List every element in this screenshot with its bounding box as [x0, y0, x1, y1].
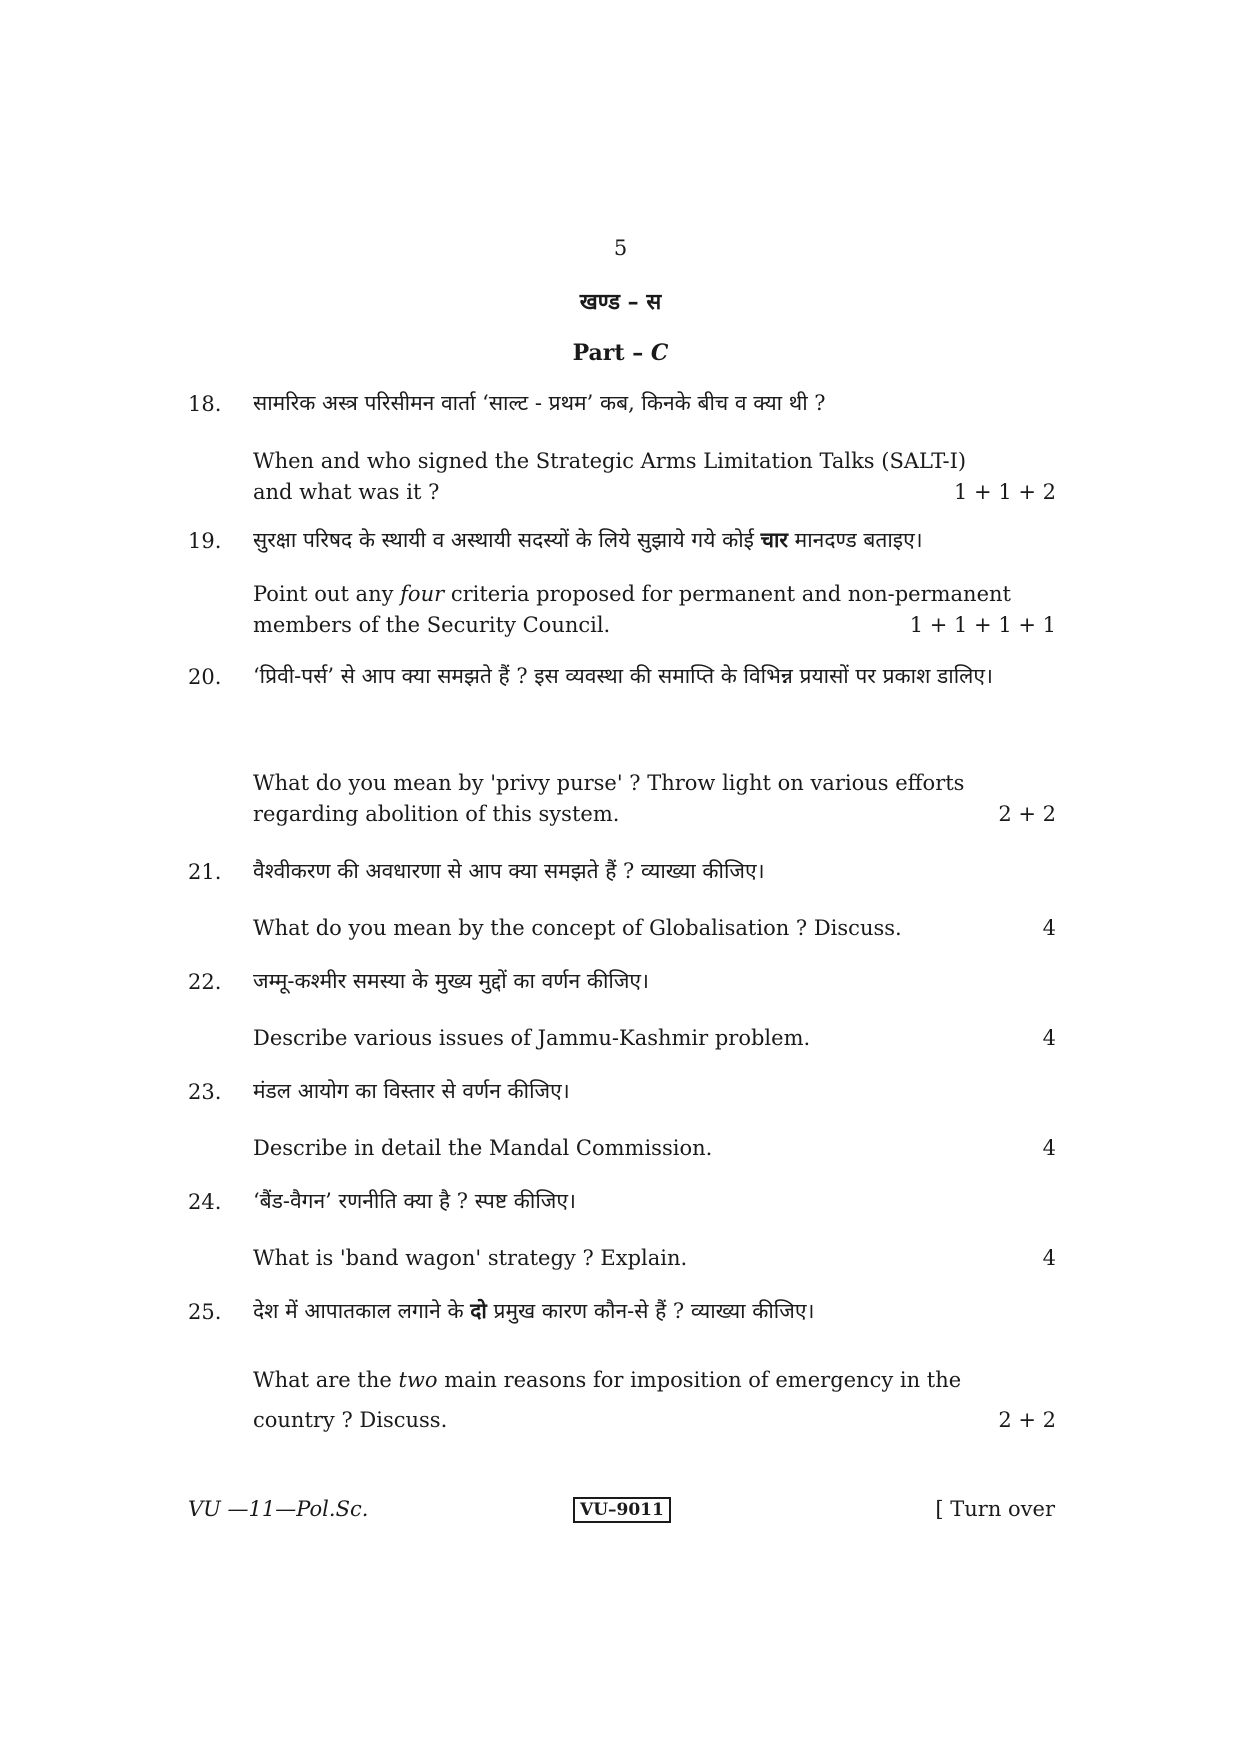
footer-turn-over: [ Turn over: [935, 1497, 1055, 1521]
question-hindi-text: जम्मू-कश्मीर समस्या के मुख्य मुद्दों का वर्णन कीजिए।: [253, 969, 649, 993]
marks: 1 + 1 + 1 + 1: [909, 613, 1056, 637]
hindi-segment: देश में आपातकाल लगाने के: [253, 1299, 471, 1323]
section-prefix: Part –: [572, 340, 651, 366]
question-english-text: [253, 1243, 1056, 1274]
hindi-emphasis: चार: [760, 527, 788, 552]
english-line: When and who signed the Strategic Arms Limitation Talks (SALT-I): [253, 449, 967, 473]
hindi-segment: मानदण्ड बताइए।: [788, 528, 923, 552]
question-number: 24.: [188, 1190, 222, 1214]
section-letter: C: [650, 340, 669, 366]
marks: 1 + 1 + 2: [954, 480, 1056, 504]
english-emphasis: four: [400, 582, 445, 606]
english-line: country ? Discuss.: [253, 1408, 448, 1432]
question-number: 23.: [188, 1080, 222, 1104]
marks: 4: [1042, 1026, 1056, 1050]
english-line: Describe various issues of Jammu-Kashmir problem.: [253, 1026, 811, 1050]
english-line: [253, 1360, 1056, 1400]
hindi-emphasis: दो: [470, 1298, 487, 1323]
marks: 4: [1042, 1246, 1056, 1270]
english-line: Describe in detail the Mandal Commission.: [253, 1136, 713, 1160]
marks: 2 + 2: [998, 1408, 1056, 1432]
section-heading-english: [0, 340, 1241, 366]
hindi-segment: सुरक्षा परिषद के स्थायी व अस्थायी सदस्यों के लिये सुझाये गये कोई: [253, 528, 761, 552]
section-heading-hindi: खण्ड – स: [579, 289, 662, 315]
footer-paper-code: VU —11—Pol.Sc.: [188, 1497, 369, 1521]
question-number: 19.: [188, 529, 222, 553]
english-segment: main reasons for imposition of emergency in the: [437, 1368, 962, 1392]
marks: 4: [1042, 916, 1056, 940]
english-segment: Point out any: [253, 582, 401, 606]
question-english-text: [253, 1360, 1056, 1440]
hindi-segment: प्रमुख कारण कौन-से हैं ? व्याख्या कीजिए।: [486, 1299, 815, 1323]
question-hindi-text: वैश्वीकरण की अवधारणा से आप क्या समझते हैं ? व्याख्या कीजिए।: [253, 859, 765, 883]
question-number: 18.: [188, 392, 222, 416]
question-hindi-text: [253, 1287, 1056, 1335]
question-number: 21.: [188, 860, 222, 884]
marks: 4: [1042, 1136, 1056, 1160]
question-hindi-text: [253, 516, 1056, 564]
english-line: members of the Security Council.: [253, 613, 611, 637]
question-english-text: [253, 1023, 1056, 1054]
question-english-text: [253, 1133, 1056, 1164]
question-number: 25.: [188, 1300, 222, 1324]
english-segment: What are the: [253, 1368, 399, 1392]
english-emphasis: two: [398, 1368, 438, 1392]
question-english-text: [253, 768, 1056, 830]
page-number: 5: [613, 236, 628, 260]
english-line: [253, 579, 1056, 610]
question-hindi-text: ‘प्रिवी-पर्स’ से आप क्या समझते हैं ? इस व्यवस्था की समाप्ति के विभिन्न प्रयासों पर प्रकाश डालिए।: [253, 664, 993, 688]
question-hindi-text: ‘बैंड-वैगन’ रणनीति क्या है ? स्पष्ट कीजिए।: [253, 1189, 576, 1213]
english-line: regarding abolition of this system.: [253, 802, 620, 826]
question-hindi-text: मंडल आयोग का विस्तार से वर्णन कीजिए।: [253, 1079, 570, 1103]
question-english-text: [253, 579, 1056, 641]
english-line: and what was it ?: [253, 480, 440, 504]
question-number: 22.: [188, 970, 222, 994]
english-line: What is 'band wagon' strategy ? Explain.: [253, 1246, 688, 1270]
marks: 2 + 2: [998, 802, 1056, 826]
footer-boxed-code: VU–9011: [573, 1497, 671, 1523]
question-number: 20.: [188, 665, 222, 689]
question-english-text: [253, 913, 1056, 944]
english-line: What do you mean by 'privy purse' ? Throw light on various efforts: [253, 771, 965, 795]
english-segment: criteria proposed for permanent and non-permanent: [444, 582, 1011, 606]
question-english-text: [253, 446, 1056, 508]
question-hindi-text: सामरिक अस्त्र परिसीमन वार्ता ‘साल्ट - प्रथम’ कब, किनके बीच व क्या थी ?: [253, 391, 826, 415]
english-line: What do you mean by the concept of Globalisation ? Discuss.: [253, 916, 902, 940]
